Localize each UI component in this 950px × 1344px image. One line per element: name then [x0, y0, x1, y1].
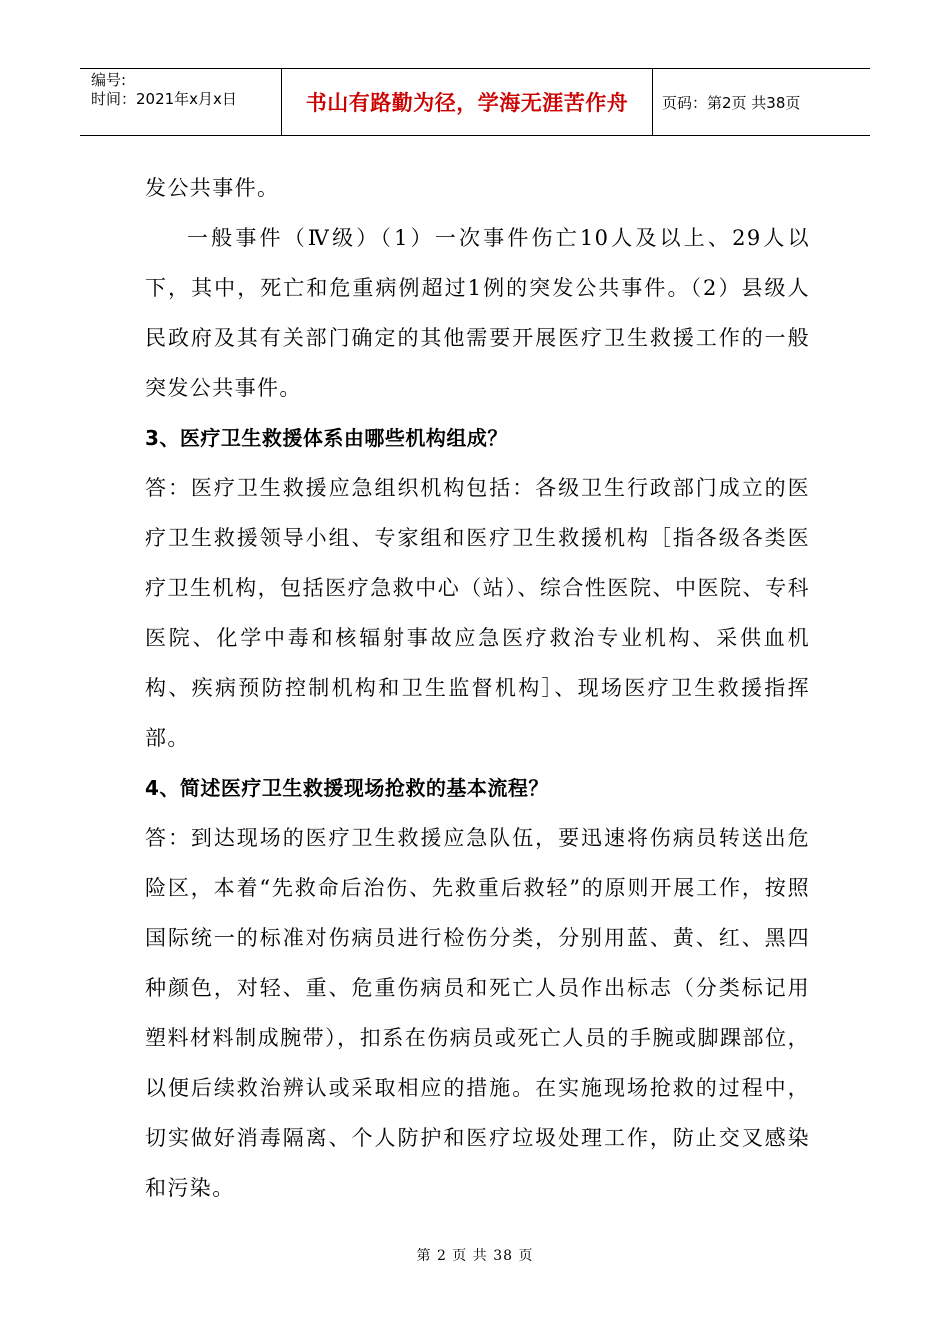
paragraph-general-event: 一般事件（Ⅳ级）（1）一次事件伤亡10人及以上、29人以下，其中，死亡和危重病例超过1例的突发公共事件。（2）县级人民政府及其有关部门确定的其他需要开展医疗卫生救援工作的一般突发公共事件。	[145, 226, 810, 400]
header-page-info-cell	[653, 69, 870, 135]
question-3-heading: 3、医疗卫生救援体系由哪些机构组成？	[145, 426, 508, 450]
answer-4-paragraph: 答：到达现场的医疗卫生救援应急队伍，要迅速将伤病员转送出危险区，本着“先救命后治伤、先救重后救轻”的原则开展工作，按照国际统一的标准对伤病员进行检伤分类，分别用蓝、黄、红、黑四种颜色，对轻、重、危重伤病员和死亡人员作出标志（分类标记用塑料材料制成腕带），扣系在伤病员或死亡人员的手腕或脚踝部位，以便后续救治辨认或采取相应的措施。在实施现场抢救的过程中，切实做好消毒隔离、个人防护和医疗垃圾处理工作，防止交叉感染和污染。	[145, 826, 810, 1200]
header-motto-cell	[281, 69, 653, 135]
header-motto: 书山有路勤为径，学海无涯苦作舟	[305, 91, 629, 115]
document-header	[80, 68, 870, 136]
document-number-label: 编号:	[91, 71, 127, 89]
document-body	[145, 163, 810, 1213]
paragraph-continuation: 发公共事件。	[145, 176, 280, 200]
answer-3-paragraph: 答：医疗卫生救援应急组织机构包括：各级卫生行政部门成立的医疗卫生救援领导小组、专家组和医疗卫生救援机构［指各级各类医疗卫生机构，包括医疗急救中心（站）、综合性医院、中医院、专科医院、化学中毒和核辐射事故应急医疗救治专业机构、采供血机构、疾病预防控制机构和卫生监督机构］、现场医疗卫生救援指挥部。	[145, 476, 810, 750]
header-meta	[80, 69, 281, 135]
question-4-heading: 4、简述医疗卫生救援现场抢救的基本流程？	[145, 776, 549, 800]
page-footer: 第 2 页 共 38 页	[416, 1248, 534, 1264]
document-time: 时间：2021年x月x日	[91, 90, 237, 108]
header-page-info: 页码：第2页 共38页	[662, 93, 801, 112]
